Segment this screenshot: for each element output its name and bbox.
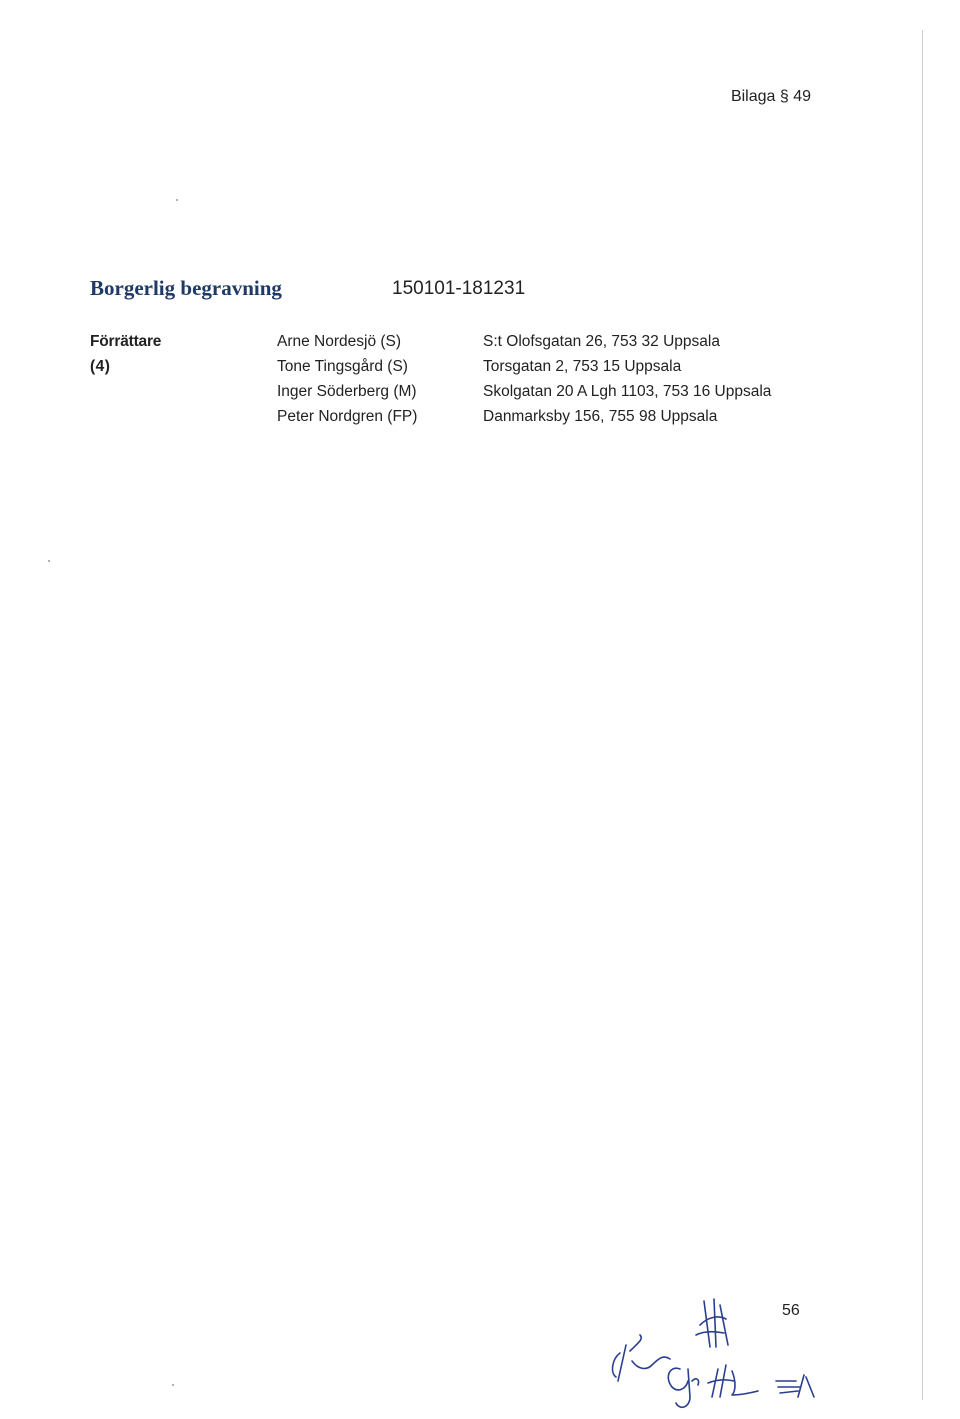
official-address: Skolgatan 20 A Lgh 1103, 753 16 Uppsala xyxy=(483,383,772,400)
section-title: Borgerlig begravning xyxy=(90,276,282,300)
officials-addresses-column xyxy=(483,329,771,429)
official-name: Tone Tingsgård (S) xyxy=(277,358,408,375)
official-name: Peter Nordgren (FP) xyxy=(277,408,418,425)
initials-signature-5 xyxy=(776,1375,814,1397)
attachment-reference: Bilaga § 49 xyxy=(730,88,811,105)
official-address: Danmarksby 156, 755 98 Uppsala xyxy=(483,408,718,425)
official-address: Torsgatan 2, 753 15 Uppsala xyxy=(483,358,682,375)
section-heading xyxy=(90,276,790,308)
initials-signature-3 xyxy=(668,1368,698,1407)
initials-signature-4 xyxy=(708,1365,758,1397)
officials-label: Förrättare xyxy=(90,333,162,350)
handwritten-initials xyxy=(600,1285,830,1415)
page-number: 56 xyxy=(782,1302,800,1319)
scan-speck xyxy=(48,560,50,562)
official-address: S:t Olofsgatan 26, 753 32 Uppsala xyxy=(483,333,720,350)
official-name: Inger Söderberg (M) xyxy=(277,383,417,400)
officials-count: (4) xyxy=(90,358,111,375)
scan-speck xyxy=(176,199,178,201)
initials-signature-2 xyxy=(696,1299,728,1347)
section-period: 150101-181231 xyxy=(392,278,526,299)
scan-edge-line xyxy=(922,30,923,1400)
officials-names-column xyxy=(277,329,417,429)
official-name: Arne Nordesjö (S) xyxy=(277,333,402,350)
initials-signature-1 xyxy=(613,1335,670,1381)
scan-speck xyxy=(172,1384,174,1386)
officials-label-column xyxy=(90,329,161,379)
